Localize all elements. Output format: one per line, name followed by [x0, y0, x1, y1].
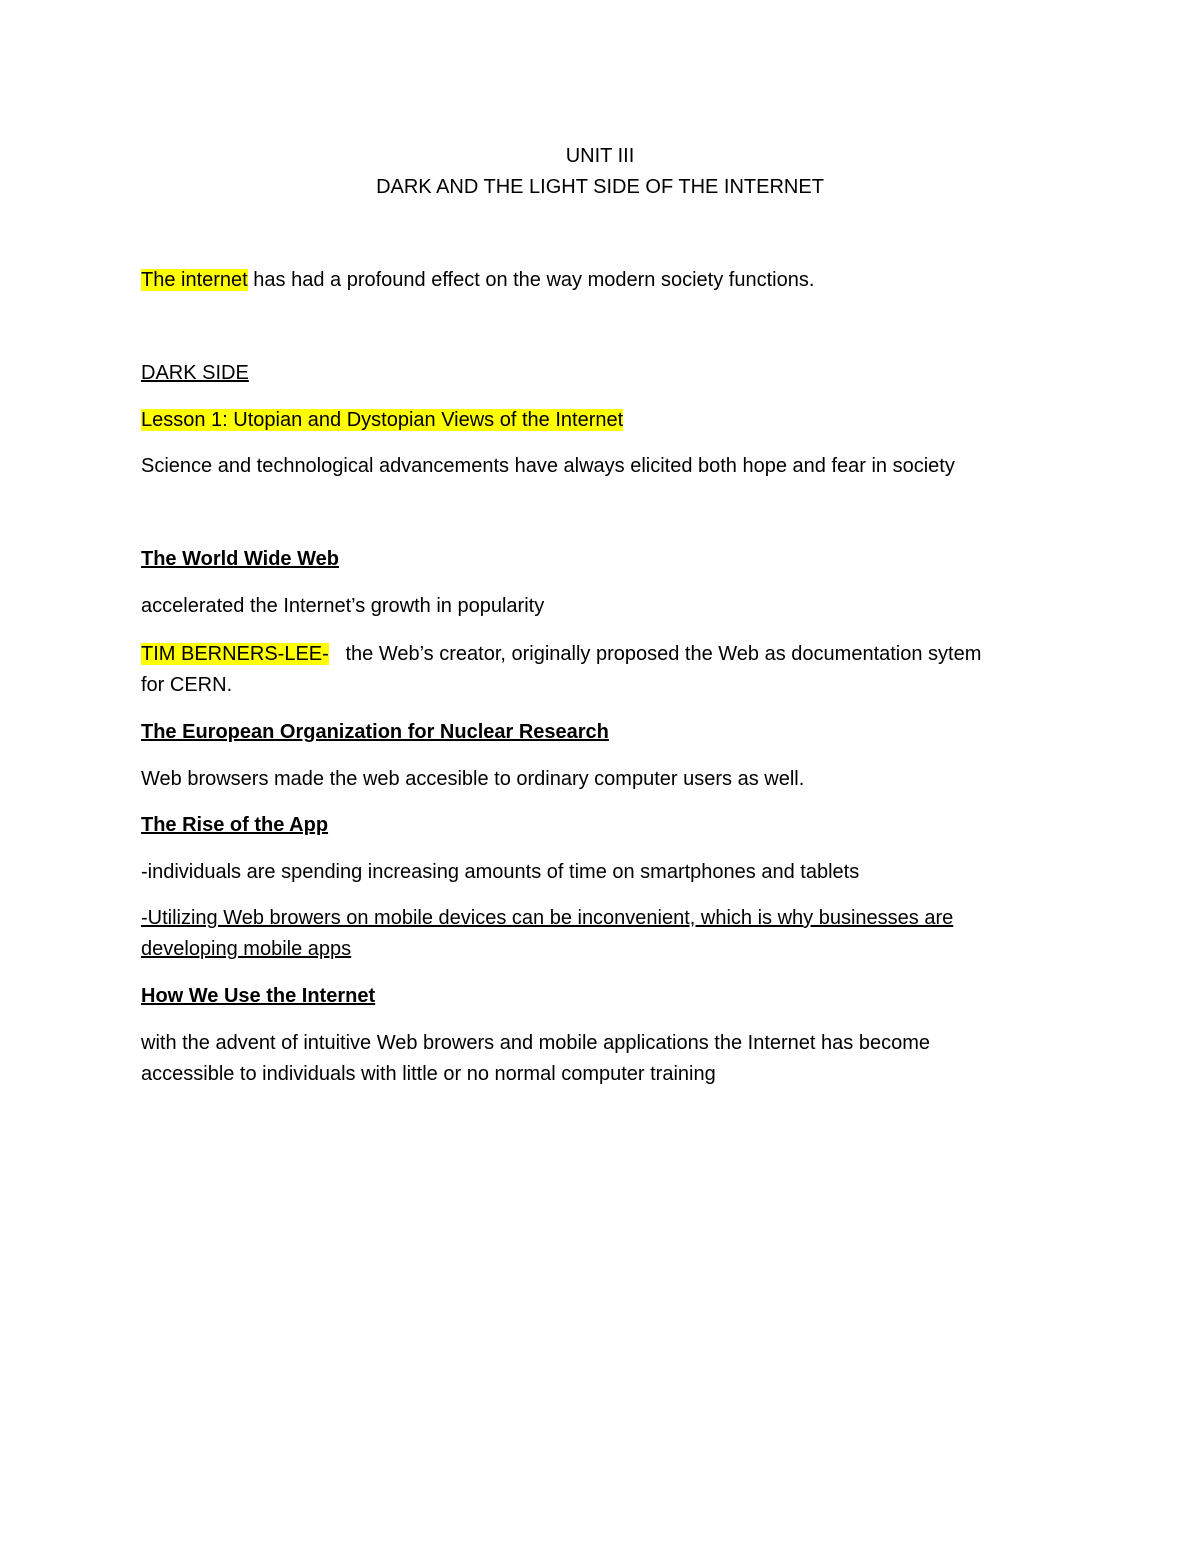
app-body-2-line1: -Utilizing Web browers on mobile devices can be inconvenient, which is why businesses are	[141, 907, 954, 929]
unit-title: UNIT III	[565, 145, 635, 167]
tbl-text-line2: for CERN.	[141, 674, 233, 696]
tbl-name: TIM BERNERS-LEE-	[141, 643, 329, 665]
tbl-text-line1: the Web’s creator, originally proposed the Web as documentation sytem	[328, 643, 982, 665]
lesson-title: Lesson 1: Utopian and Dystopian Views of the Internet	[141, 409, 624, 431]
use-body-line2: accessible to individuals with little or no normal computer training	[141, 1063, 716, 1085]
tbl-paragraph	[141, 639, 981, 670]
app-body-1: -individuals are spending increasing amounts of time on smartphones and tablets	[141, 861, 860, 883]
intro-highlight: The internet	[141, 269, 248, 291]
intro-text: has had a profound effect on the way modern society functions.	[247, 269, 815, 291]
app-body-2-line2: developing mobile apps	[141, 938, 352, 960]
lesson-body: Science and technological advancements have always elicited both hope and fear in society	[141, 455, 955, 477]
lesson-title-line	[141, 405, 623, 436]
www-body: accelerated the Internet’s growth in popularity	[141, 595, 545, 617]
section-heading-dark-side: DARK SIDE	[141, 362, 249, 384]
intro-paragraph	[141, 265, 814, 296]
heading-rise-of-app: The Rise of the App	[141, 814, 329, 836]
cern-body: Web browsers made the web accesible to ordinary computer users as well.	[141, 768, 805, 790]
heading-how-we-use: How We Use the Internet	[141, 985, 376, 1007]
heading-world-wide-web: The World Wide Web	[141, 548, 339, 570]
use-body-line1: with the advent of intuitive Web browers and mobile applications the Internet has become	[141, 1032, 930, 1054]
heading-cern: The European Organization for Nuclear Research	[141, 721, 609, 743]
document-title: DARK AND THE LIGHT SIDE OF THE INTERNET	[376, 176, 824, 198]
